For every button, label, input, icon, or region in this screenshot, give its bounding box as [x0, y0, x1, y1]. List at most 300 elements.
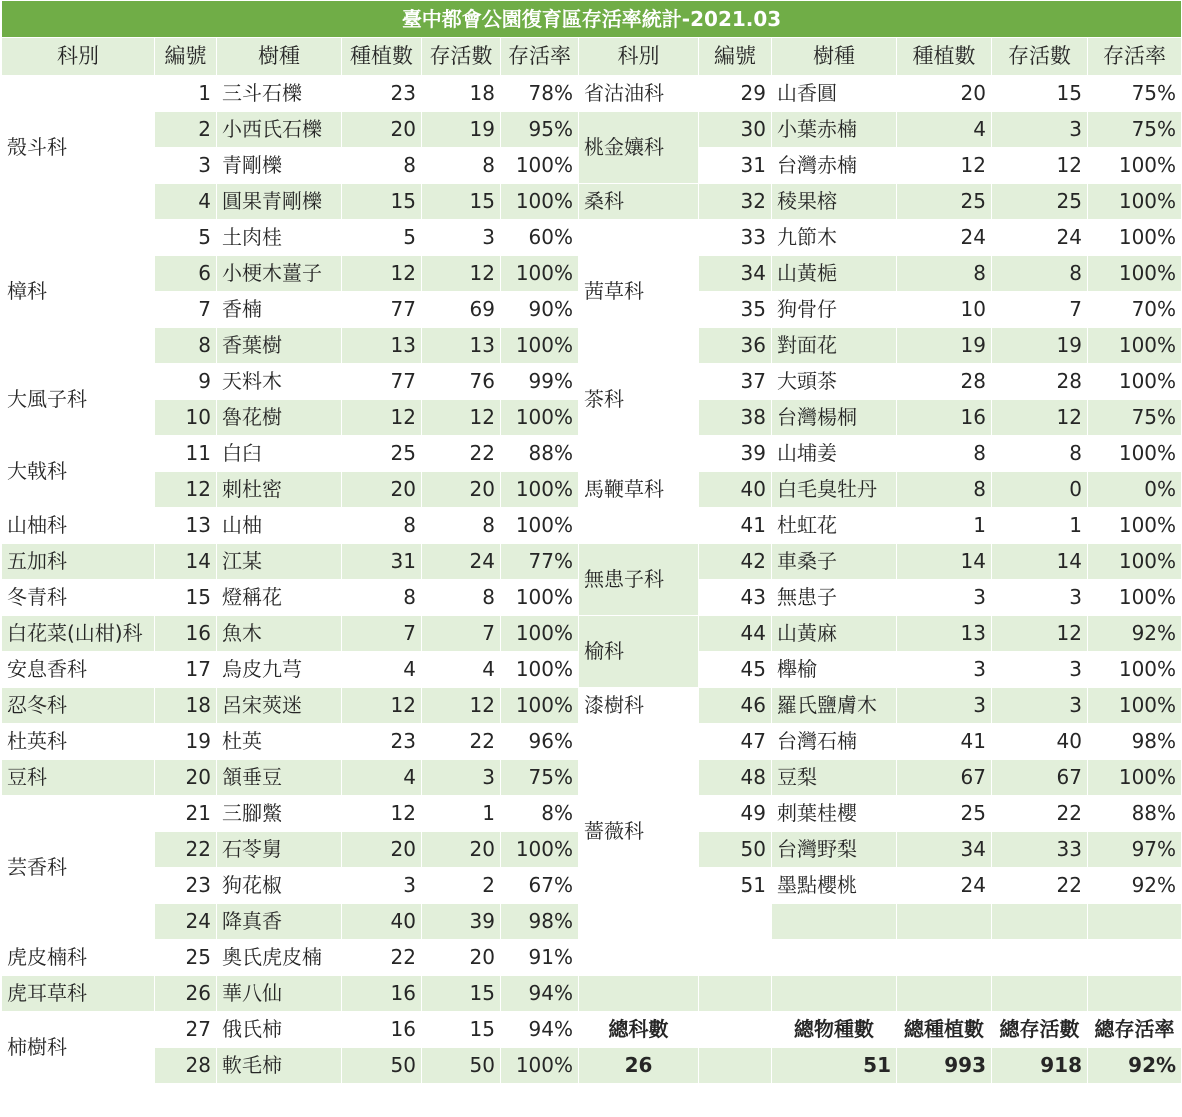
- column-header: 編號: [155, 38, 217, 76]
- column-header: 存活數: [422, 38, 501, 76]
- survived-count: 8: [422, 148, 501, 184]
- survived-count: 12: [422, 688, 501, 724]
- empty-cell: [897, 976, 992, 1012]
- survived-count: 50: [422, 1048, 501, 1084]
- survival-rate: 100%: [501, 508, 579, 544]
- empty-cell: [992, 940, 1088, 976]
- empty-cell: [699, 940, 772, 976]
- species-name: 圓果青剛櫟: [217, 184, 342, 220]
- species-number: 34: [699, 256, 772, 292]
- species-name: 魯花樹: [217, 400, 342, 436]
- survived-count: 14: [992, 544, 1088, 580]
- survived-count: 3: [992, 580, 1088, 616]
- survived-count: 3: [992, 652, 1088, 688]
- survived-count: 19: [992, 328, 1088, 364]
- survived-count: 7: [422, 616, 501, 652]
- species-number: 33: [699, 220, 772, 256]
- table-row: [2, 364, 1182, 400]
- species-name: 無患子: [772, 580, 897, 616]
- species-number: 14: [155, 544, 217, 580]
- planted-count: 28: [897, 364, 992, 400]
- survived-count: 8: [422, 580, 501, 616]
- planted-count: 13: [342, 328, 422, 364]
- survival-rate: 94%: [501, 976, 579, 1012]
- species-name: 山柚: [217, 508, 342, 544]
- species-number: 23: [155, 868, 217, 904]
- survived-count: 15: [422, 976, 501, 1012]
- family-cell: 漆樹科: [579, 688, 699, 724]
- survived-count: 33: [992, 832, 1088, 868]
- species-name: 山埔姜: [772, 436, 897, 472]
- survival-rate: 100%: [501, 580, 579, 616]
- column-header: 科別: [2, 38, 155, 76]
- survived-count: 20: [422, 472, 501, 508]
- species-name: 白毛臭牡丹: [772, 472, 897, 508]
- planted-count: 12: [342, 400, 422, 436]
- family-cell: 殼斗科: [2, 76, 155, 220]
- species-name: 對面花: [772, 328, 897, 364]
- family-cell: 大戟科: [2, 436, 155, 508]
- survival-rate: 90%: [501, 292, 579, 328]
- species-name: 山香圓: [772, 76, 897, 112]
- species-number: 3: [155, 148, 217, 184]
- species-number: 20: [155, 760, 217, 796]
- planted-count: 15: [342, 184, 422, 220]
- species-name: 華八仙: [217, 976, 342, 1012]
- survived-count: 1: [422, 796, 501, 832]
- survival-rate: 75%: [1088, 112, 1182, 148]
- survived-count: 1: [992, 508, 1088, 544]
- survival-rate: 88%: [1088, 796, 1182, 832]
- species-number: 21: [155, 796, 217, 832]
- table-title: 臺中都會公園復育區存活率統計-2021.03: [2, 1, 1182, 38]
- planted-count: 13: [897, 616, 992, 652]
- planted-count: 24: [897, 868, 992, 904]
- planted-count: 20: [342, 832, 422, 868]
- species-name: 青剛櫟: [217, 148, 342, 184]
- species-number: 49: [699, 796, 772, 832]
- species-name: 小梗木薑子: [217, 256, 342, 292]
- species-number: 13: [155, 508, 217, 544]
- column-header: 種植數: [342, 38, 422, 76]
- species-number: 36: [699, 328, 772, 364]
- family-cell: 虎耳草科: [2, 976, 155, 1012]
- species-number: 40: [699, 472, 772, 508]
- species-name: 台灣楊桐: [772, 400, 897, 436]
- table-row: [2, 1048, 1182, 1084]
- survived-count: 8: [992, 436, 1088, 472]
- empty-cell: [1088, 904, 1182, 940]
- survival-rate: 100%: [501, 832, 579, 868]
- species-name: 櫸榆: [772, 652, 897, 688]
- family-cell: 榆科: [579, 616, 699, 688]
- survived-count: 7: [992, 292, 1088, 328]
- survived-count: 18: [422, 76, 501, 112]
- species-name: 小葉赤楠: [772, 112, 897, 148]
- column-header: 編號: [699, 38, 772, 76]
- survived-count: 12: [992, 148, 1088, 184]
- species-name: 狗花椒: [217, 868, 342, 904]
- species-number: 4: [155, 184, 217, 220]
- survived-count: 4: [422, 652, 501, 688]
- species-name: 山黃麻: [772, 616, 897, 652]
- species-name: 江某: [217, 544, 342, 580]
- survived-count: 69: [422, 292, 501, 328]
- survival-rate: 100%: [501, 400, 579, 436]
- species-number: 16: [155, 616, 217, 652]
- species-number: 42: [699, 544, 772, 580]
- table-row: [2, 976, 1182, 1012]
- table-row: [2, 220, 1182, 256]
- species-name: 杜英: [217, 724, 342, 760]
- empty-cell: [772, 976, 897, 1012]
- empty-cell: [992, 976, 1088, 1012]
- planted-count: 67: [897, 760, 992, 796]
- table-row: [2, 544, 1182, 580]
- survival-rate: 92%: [1088, 616, 1182, 652]
- survived-count: 40: [992, 724, 1088, 760]
- species-number: 24: [155, 904, 217, 940]
- planted-count: 23: [342, 76, 422, 112]
- species-name: 烏皮九芎: [217, 652, 342, 688]
- species-number: 25: [155, 940, 217, 976]
- species-number: 29: [699, 76, 772, 112]
- species-name: 呂宋莢迷: [217, 688, 342, 724]
- species-number: 15: [155, 580, 217, 616]
- empty-cell: [579, 940, 699, 976]
- planted-count: 25: [897, 184, 992, 220]
- planted-count: 77: [342, 364, 422, 400]
- survived-count: 19: [422, 112, 501, 148]
- survival-rate: 92%: [1088, 868, 1182, 904]
- table-row: [2, 112, 1182, 148]
- survived-count: 24: [422, 544, 501, 580]
- species-name: 頷垂豆: [217, 760, 342, 796]
- species-name: 俄氏柿: [217, 1012, 342, 1048]
- species-number: 46: [699, 688, 772, 724]
- survival-rate: 100%: [501, 184, 579, 220]
- survival-rate: 100%: [501, 256, 579, 292]
- survival-rate: 100%: [1088, 436, 1182, 472]
- column-header: 存活數: [992, 38, 1088, 76]
- species-name: 羅氏鹽膚木: [772, 688, 897, 724]
- species-number: 32: [699, 184, 772, 220]
- survival-rate: 70%: [1088, 292, 1182, 328]
- species-number: 5: [155, 220, 217, 256]
- survival-rate: 100%: [1088, 220, 1182, 256]
- survival-rate: 98%: [501, 904, 579, 940]
- survived-count: 39: [422, 904, 501, 940]
- species-name: 三腳鱉: [217, 796, 342, 832]
- survived-count: 3: [992, 688, 1088, 724]
- species-name: 天料木: [217, 364, 342, 400]
- survival-rate: 95%: [501, 112, 579, 148]
- planted-count: 23: [342, 724, 422, 760]
- total-survived-label: 總存活數: [992, 1012, 1088, 1048]
- survival-rate: 99%: [501, 364, 579, 400]
- survival-rate: 100%: [1088, 580, 1182, 616]
- species-number: 51: [699, 868, 772, 904]
- species-name: 白臼: [217, 436, 342, 472]
- total-rate-label: 總存活率: [1088, 1012, 1182, 1048]
- table-row: [2, 940, 1182, 976]
- survival-rate: 60%: [501, 220, 579, 256]
- species-number: 12: [155, 472, 217, 508]
- planted-count: 7: [342, 616, 422, 652]
- empty-cell: [772, 940, 897, 976]
- survival-rate: 75%: [1088, 76, 1182, 112]
- total-species-value: 51: [772, 1048, 897, 1084]
- survival-rate: 100%: [1088, 688, 1182, 724]
- empty-cell: [699, 904, 772, 940]
- empty-cell: [699, 1012, 772, 1048]
- total-species-label: 總物種數: [772, 1012, 897, 1048]
- species-number: 26: [155, 976, 217, 1012]
- table-row: [2, 616, 1182, 652]
- planted-count: 12: [342, 796, 422, 832]
- survival-rate: 100%: [501, 1048, 579, 1084]
- table-row: [2, 76, 1182, 112]
- family-cell: 大風子科: [2, 364, 155, 436]
- table-row: [2, 436, 1182, 472]
- species-number: 9: [155, 364, 217, 400]
- species-name: 石苓舅: [217, 832, 342, 868]
- family-cell: 冬青科: [2, 580, 155, 616]
- species-number: 37: [699, 364, 772, 400]
- survival-rate: 100%: [1088, 760, 1182, 796]
- species-name: 車桑子: [772, 544, 897, 580]
- survived-count: 15: [992, 76, 1088, 112]
- survived-count: 28: [992, 364, 1088, 400]
- total-rate-value: 92%: [1088, 1048, 1182, 1084]
- survived-count: 8: [422, 508, 501, 544]
- species-name: 魚木: [217, 616, 342, 652]
- species-name: 刺杜密: [217, 472, 342, 508]
- species-number: 18: [155, 688, 217, 724]
- species-name: 墨點櫻桃: [772, 868, 897, 904]
- survived-count: 15: [422, 184, 501, 220]
- family-cell: 山柚科: [2, 508, 155, 544]
- family-cell: 桑科: [579, 184, 699, 220]
- total-planted-value: 993: [897, 1048, 992, 1084]
- survival-rate: 100%: [501, 652, 579, 688]
- survived-count: 22: [992, 868, 1088, 904]
- family-cell: 芸香科: [2, 796, 155, 940]
- total-survived-value: 918: [992, 1048, 1088, 1084]
- planted-count: 8: [897, 436, 992, 472]
- empty-cell: [1088, 976, 1182, 1012]
- survived-count: 12: [992, 616, 1088, 652]
- survived-count: 76: [422, 364, 501, 400]
- species-name: 大頭茶: [772, 364, 897, 400]
- total-planted-label: 總種植數: [897, 1012, 992, 1048]
- planted-count: 8: [897, 472, 992, 508]
- survival-rate: 100%: [1088, 508, 1182, 544]
- total-families-label: 總科數: [579, 1012, 699, 1048]
- species-name: 豆梨: [772, 760, 897, 796]
- survived-count: 22: [422, 724, 501, 760]
- planted-count: 10: [897, 292, 992, 328]
- planted-count: 4: [342, 652, 422, 688]
- planted-count: 3: [342, 868, 422, 904]
- planted-count: 8: [342, 148, 422, 184]
- survived-count: 20: [422, 832, 501, 868]
- survived-count: 13: [422, 328, 501, 364]
- species-number: 2: [155, 112, 217, 148]
- column-header: 科別: [579, 38, 699, 76]
- survival-rate: 97%: [1088, 832, 1182, 868]
- planted-count: 8: [342, 508, 422, 544]
- survived-count: 25: [992, 184, 1088, 220]
- family-cell: 白花菜(山柑)科: [2, 616, 155, 652]
- planted-count: 31: [342, 544, 422, 580]
- species-number: 38: [699, 400, 772, 436]
- species-number: 6: [155, 256, 217, 292]
- empty-cell: [699, 1048, 772, 1084]
- planted-count: 8: [897, 256, 992, 292]
- survival-rate: 100%: [1088, 328, 1182, 364]
- species-number: 22: [155, 832, 217, 868]
- table-row: [2, 688, 1182, 724]
- survival-rate: 77%: [501, 544, 579, 580]
- planted-count: 12: [342, 256, 422, 292]
- species-number: 28: [155, 1048, 217, 1084]
- species-number: 35: [699, 292, 772, 328]
- species-name: 三斗石櫟: [217, 76, 342, 112]
- planted-count: 3: [897, 580, 992, 616]
- survival-rate: 100%: [1088, 364, 1182, 400]
- family-cell: 豆科: [2, 760, 155, 796]
- empty-cell: [579, 976, 699, 1012]
- survival-rate: 67%: [501, 868, 579, 904]
- family-cell: 樟科: [2, 220, 155, 364]
- species-name: 降真香: [217, 904, 342, 940]
- survived-count: 15: [422, 1012, 501, 1048]
- species-number: 7: [155, 292, 217, 328]
- species-name: 香楠: [217, 292, 342, 328]
- planted-count: 19: [897, 328, 992, 364]
- species-name: 台灣野梨: [772, 832, 897, 868]
- species-name: 軟毛柿: [217, 1048, 342, 1084]
- planted-count: 16: [342, 976, 422, 1012]
- planted-count: 22: [342, 940, 422, 976]
- survival-rate: 96%: [501, 724, 579, 760]
- column-header: 樹種: [217, 38, 342, 76]
- survived-count: 2: [422, 868, 501, 904]
- planted-count: 4: [897, 112, 992, 148]
- survival-rate: 100%: [501, 616, 579, 652]
- survival-rate: 100%: [1088, 184, 1182, 220]
- family-cell: 柿樹科: [2, 1012, 155, 1084]
- survival-rate: 98%: [1088, 724, 1182, 760]
- planted-count: 8: [342, 580, 422, 616]
- species-number: 45: [699, 652, 772, 688]
- species-number: 11: [155, 436, 217, 472]
- survived-count: 3: [422, 220, 501, 256]
- species-number: 8: [155, 328, 217, 364]
- survival-rate: 100%: [501, 472, 579, 508]
- empty-cell: [992, 904, 1088, 940]
- survived-count: 8: [992, 256, 1088, 292]
- species-number: 30: [699, 112, 772, 148]
- column-header: 種植數: [897, 38, 992, 76]
- planted-count: 25: [342, 436, 422, 472]
- table-row: [2, 184, 1182, 220]
- species-name: 燈稱花: [217, 580, 342, 616]
- planted-count: 24: [897, 220, 992, 256]
- species-name: 台灣石楠: [772, 724, 897, 760]
- species-name: 刺葉桂櫻: [772, 796, 897, 832]
- species-name: 稜果榕: [772, 184, 897, 220]
- table-row: [2, 1012, 1182, 1048]
- column-header: 樹種: [772, 38, 897, 76]
- planted-count: 34: [897, 832, 992, 868]
- survival-rate: 75%: [1088, 400, 1182, 436]
- species-number: 48: [699, 760, 772, 796]
- family-cell: 安息香科: [2, 652, 155, 688]
- survival-table: [1, 0, 1182, 1084]
- survival-rate: 8%: [501, 796, 579, 832]
- survival-rate: 100%: [1088, 544, 1182, 580]
- species-number: 19: [155, 724, 217, 760]
- species-name: 土肉桂: [217, 220, 342, 256]
- survived-count: 12: [422, 400, 501, 436]
- survival-rate: 100%: [1088, 256, 1182, 292]
- column-header: 存活率: [1088, 38, 1182, 76]
- empty-cell: [1088, 940, 1182, 976]
- survived-count: 20: [422, 940, 501, 976]
- planted-count: 16: [897, 400, 992, 436]
- species-name: 香葉樹: [217, 328, 342, 364]
- survived-count: 67: [992, 760, 1088, 796]
- species-name: 山黃梔: [772, 256, 897, 292]
- family-cell: 五加科: [2, 544, 155, 580]
- planted-count: 3: [897, 652, 992, 688]
- planted-count: 1: [897, 508, 992, 544]
- species-name: 小西氏石櫟: [217, 112, 342, 148]
- survival-rate: 94%: [501, 1012, 579, 1048]
- survived-count: 24: [992, 220, 1088, 256]
- planted-count: 25: [897, 796, 992, 832]
- survived-count: 0: [992, 472, 1088, 508]
- survival-rate: 91%: [501, 940, 579, 976]
- survived-count: 3: [422, 760, 501, 796]
- family-cell: 桃金孃科: [579, 112, 699, 184]
- total-families-value: 26: [579, 1048, 699, 1084]
- planted-count: 5: [342, 220, 422, 256]
- survival-rate: 0%: [1088, 472, 1182, 508]
- survival-rate: 78%: [501, 76, 579, 112]
- survival-rate: 100%: [501, 688, 579, 724]
- survived-count: 12: [992, 400, 1088, 436]
- column-header: 存活率: [501, 38, 579, 76]
- species-number: 31: [699, 148, 772, 184]
- planted-count: 50: [342, 1048, 422, 1084]
- planted-count: 12: [342, 688, 422, 724]
- family-cell: 虎皮楠科: [2, 940, 155, 976]
- survival-rate: 88%: [501, 436, 579, 472]
- planted-count: 20: [897, 76, 992, 112]
- planted-count: 77: [342, 292, 422, 328]
- family-cell: 薔薇科: [579, 724, 699, 940]
- family-cell: 杜英科: [2, 724, 155, 760]
- species-number: 27: [155, 1012, 217, 1048]
- species-name: 杜虹花: [772, 508, 897, 544]
- species-number: 47: [699, 724, 772, 760]
- planted-count: 3: [897, 688, 992, 724]
- species-name: 狗骨仔: [772, 292, 897, 328]
- species-name: 台灣赤楠: [772, 148, 897, 184]
